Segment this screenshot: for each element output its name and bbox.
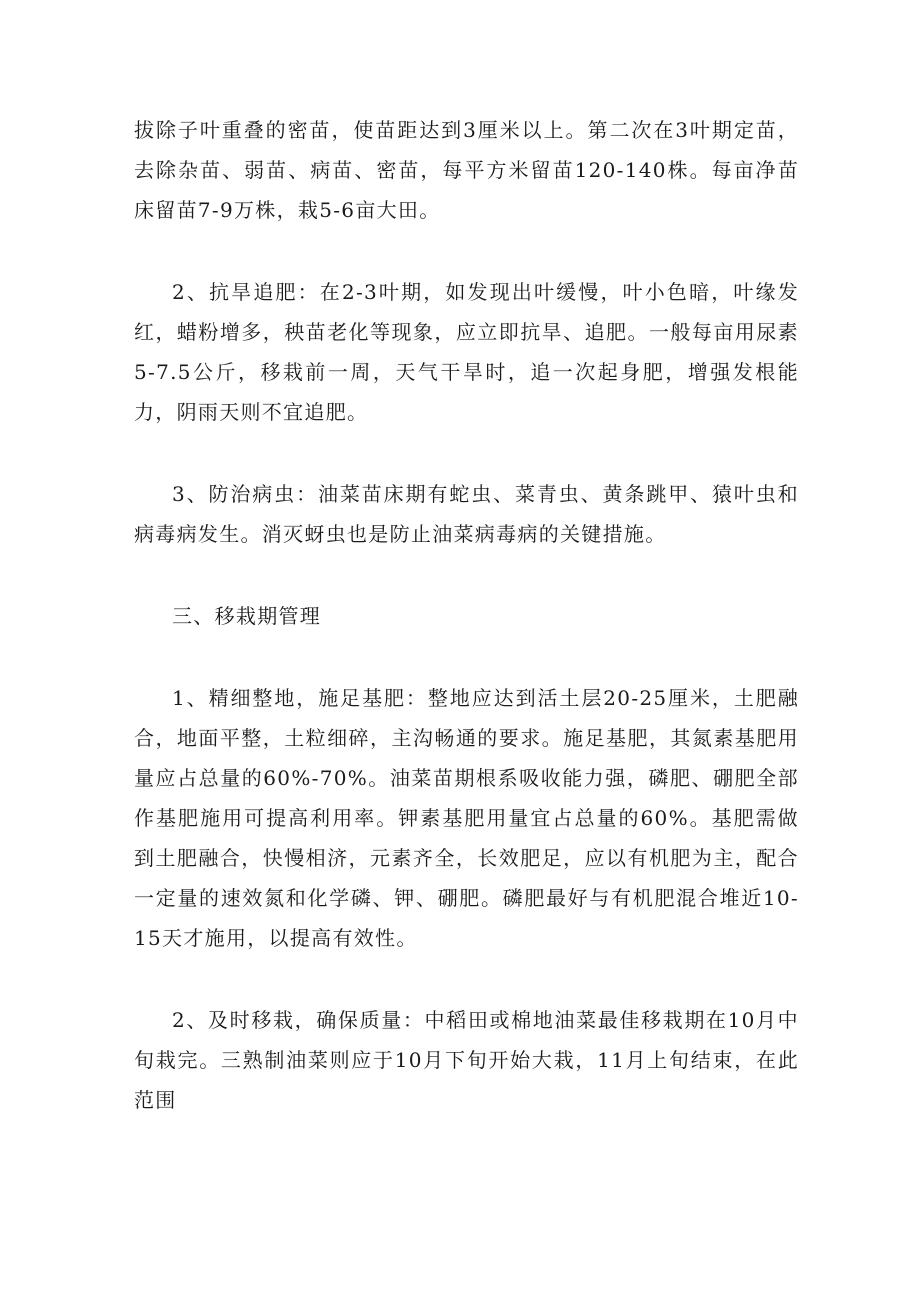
paragraph-soil-preparation: 1、精细整地，施足基肥：整地应达到活土层20-25厘米，土肥融合，地面平整，土粒细碎，主沟畅通的要求。施足基肥，其氮素基肥用量应占总量的60%-70%。油菜苗期根系吸收能力强，磷肥、硼肥全部作基肥施用可提高利用率。钾素基肥用量宜占总量的60%。基肥需做到土肥融合，快慢相济，元素齐全，长效肥足，应以有机肥为主，配合一定量的速效氮和化学磷、钾、硼肥。磷肥最好与有机肥混合堆近10-15天才施用，以提高有效性。 (134, 686, 799, 950)
section-heading-transplanting: 三、移栽期管理 (172, 604, 322, 628)
paragraph-seedling-thinning: 拔除子叶重叠的密苗，使苗距达到3厘米以上。第二次在3叶期定苗，去除杂苗、弱苗、病苗、密苗，每平方米留苗120-140株。每亩净苗床留苗7-9万株，栽5-6亩大田。 (134, 118, 799, 222)
paragraph-drought-fertilizing: 2、抗旱追肥：在2-3叶期，如发现出叶缓慢，叶小色暗，叶缘发红，蜡粉增多，秧苗老化等现象，应立即抗旱、追肥。一般每亩用尿素5-7.5公斤，移栽前一周，天气干旱时，追一次起身肥，增强发根能力，阴雨天则不宜追肥。 (134, 280, 799, 424)
document-body (134, 110, 799, 1162)
paragraph-pest-control: 3、防治病虫：油菜苗床期有蛇虫、菜青虫、黄条跳甲、猿叶虫和病毒病发生。消灭蚜虫也是防止油菜病毒病的关键措施。 (134, 482, 799, 546)
paragraph-timely-transplanting: 2、及时移栽，确保质量：中稻田或棉地油菜最佳移栽期在10月中旬栽完。三熟制油菜则应于10月下旬开始大栽，11月上旬结束，在此范围 (134, 1008, 799, 1112)
